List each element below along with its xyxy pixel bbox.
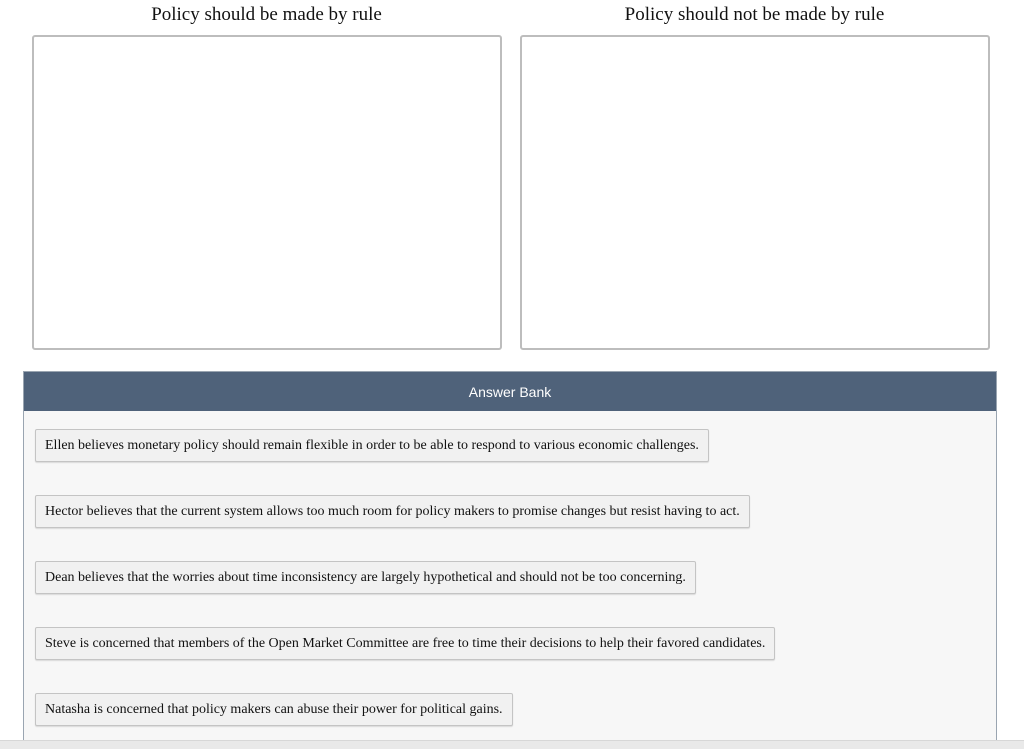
answer-chip-steve[interactable]: Steve is concerned that members of the Open Market Committee are free to time their decisions to help their favored candidates. bbox=[35, 627, 775, 660]
answer-bank-header bbox=[24, 372, 996, 411]
drop-zone-rule[interactable] bbox=[32, 35, 502, 350]
answer-chip-dean[interactable]: Dean believes that the worries about time inconsistency are largely hypothetical and should not be too concerning. bbox=[35, 561, 696, 594]
column-heading-not-rule: Policy should not be made by rule bbox=[624, 4, 885, 25]
answer-bank bbox=[23, 371, 997, 748]
answer-chip-ellen[interactable]: Ellen believes monetary policy should remain flexible in order to be able to respond to various economic challenges. bbox=[35, 429, 709, 462]
answer-chip-natasha[interactable]: Natasha is concerned that policy makers can abuse their power for political gains. bbox=[35, 693, 513, 726]
drop-zone-not-rule[interactable] bbox=[520, 35, 990, 350]
answer-bank-title: Answer Bank bbox=[468, 383, 552, 400]
column-heading-rule: Policy should be made by rule bbox=[151, 4, 382, 25]
answer-chip-hector[interactable]: Hector believes that the current system allows too much room for policy makers to promise changes but resist having to act. bbox=[35, 495, 750, 528]
